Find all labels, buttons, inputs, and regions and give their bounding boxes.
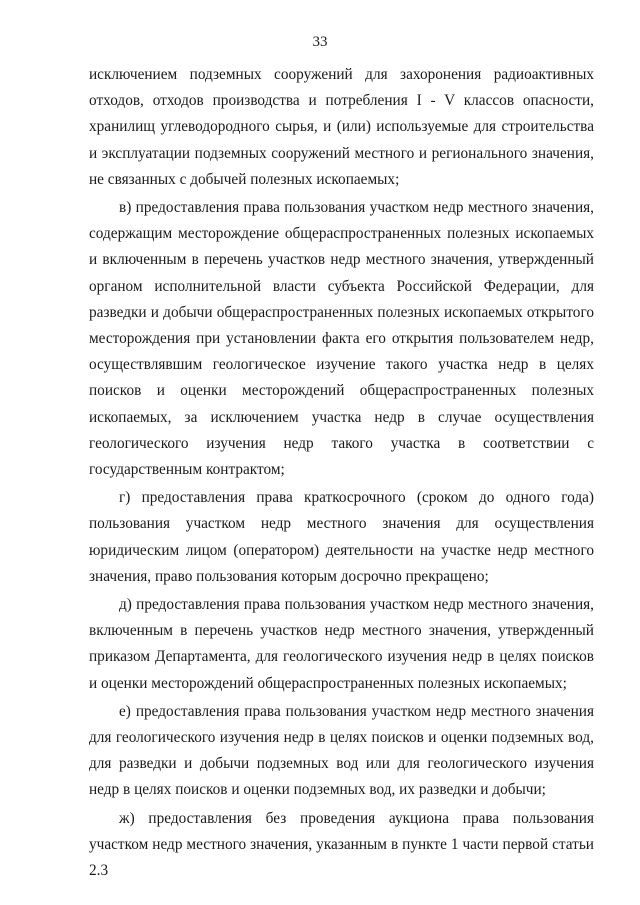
document-body (89, 62, 594, 884)
paragraph-item-v: в) предоставления права пользования участком недр местного значения, содержащим месторождение общераспространенных полезных ископаемых и включенным в перечень участков недр местного значения, утвержденный органом исполнительной власти субъекта Российской Федерации, для разведки и добычи общераспространенных полезных ископаемых открытого месторождения при установлении факта его открытия пользователем недр, осуществлявшим геологическое изучение такого участка недр в целях поисков и оценки месторождений общераспространенных полезных ископаемых, за исключением участка недр в случае осуществления геологического изучения недр такого участка в соответствии с государственным контрактом; (89, 199, 594, 479)
paragraph-item-e: е) предоставления права пользования участком недр местного значения для геологического изучения недр в целях поисков и оценки подземных вод, для разведки и добычи подземных вод или для геологического изучения недр в целях поисков и оценки подземных вод, их разведки и добычи; (89, 702, 594, 799)
paragraph-item-zh: ж) предоставления без проведения аукциона права пользования участком недр местного значения, указанным в пункте 1 части первой статьи 2.3 (89, 809, 594, 880)
paragraph-item-g: г) предоставления права краткосрочного (сроком до одного года) пользования участком недр местного значения для осуществления юридическим лицом (оператором) деятельности на участке недр местного значения, право пользования которым досрочно прекращено; (89, 489, 594, 585)
paragraph-item-d: д) предоставления права пользования участком недр местного значения, включенным в перечень участков недр местного значения, утвержденный приказом Департамента, для геологического изучения недр в целях поисков и оценки месторождений общераспространенных полезных ископаемых; (89, 596, 594, 692)
page-number: 33 (312, 34, 328, 50)
paragraph-continuation: исключением подземных сооружений для захоронения радиоактивных отходов, отходов производства и потребления I - V классов опасности, хранилищ углеводородного сырья, и (или) используемые для строительства и эксплуатации подземных сооружений местного и регионального значения, не связанных с добычей полезных ископаемых; (89, 66, 594, 188)
